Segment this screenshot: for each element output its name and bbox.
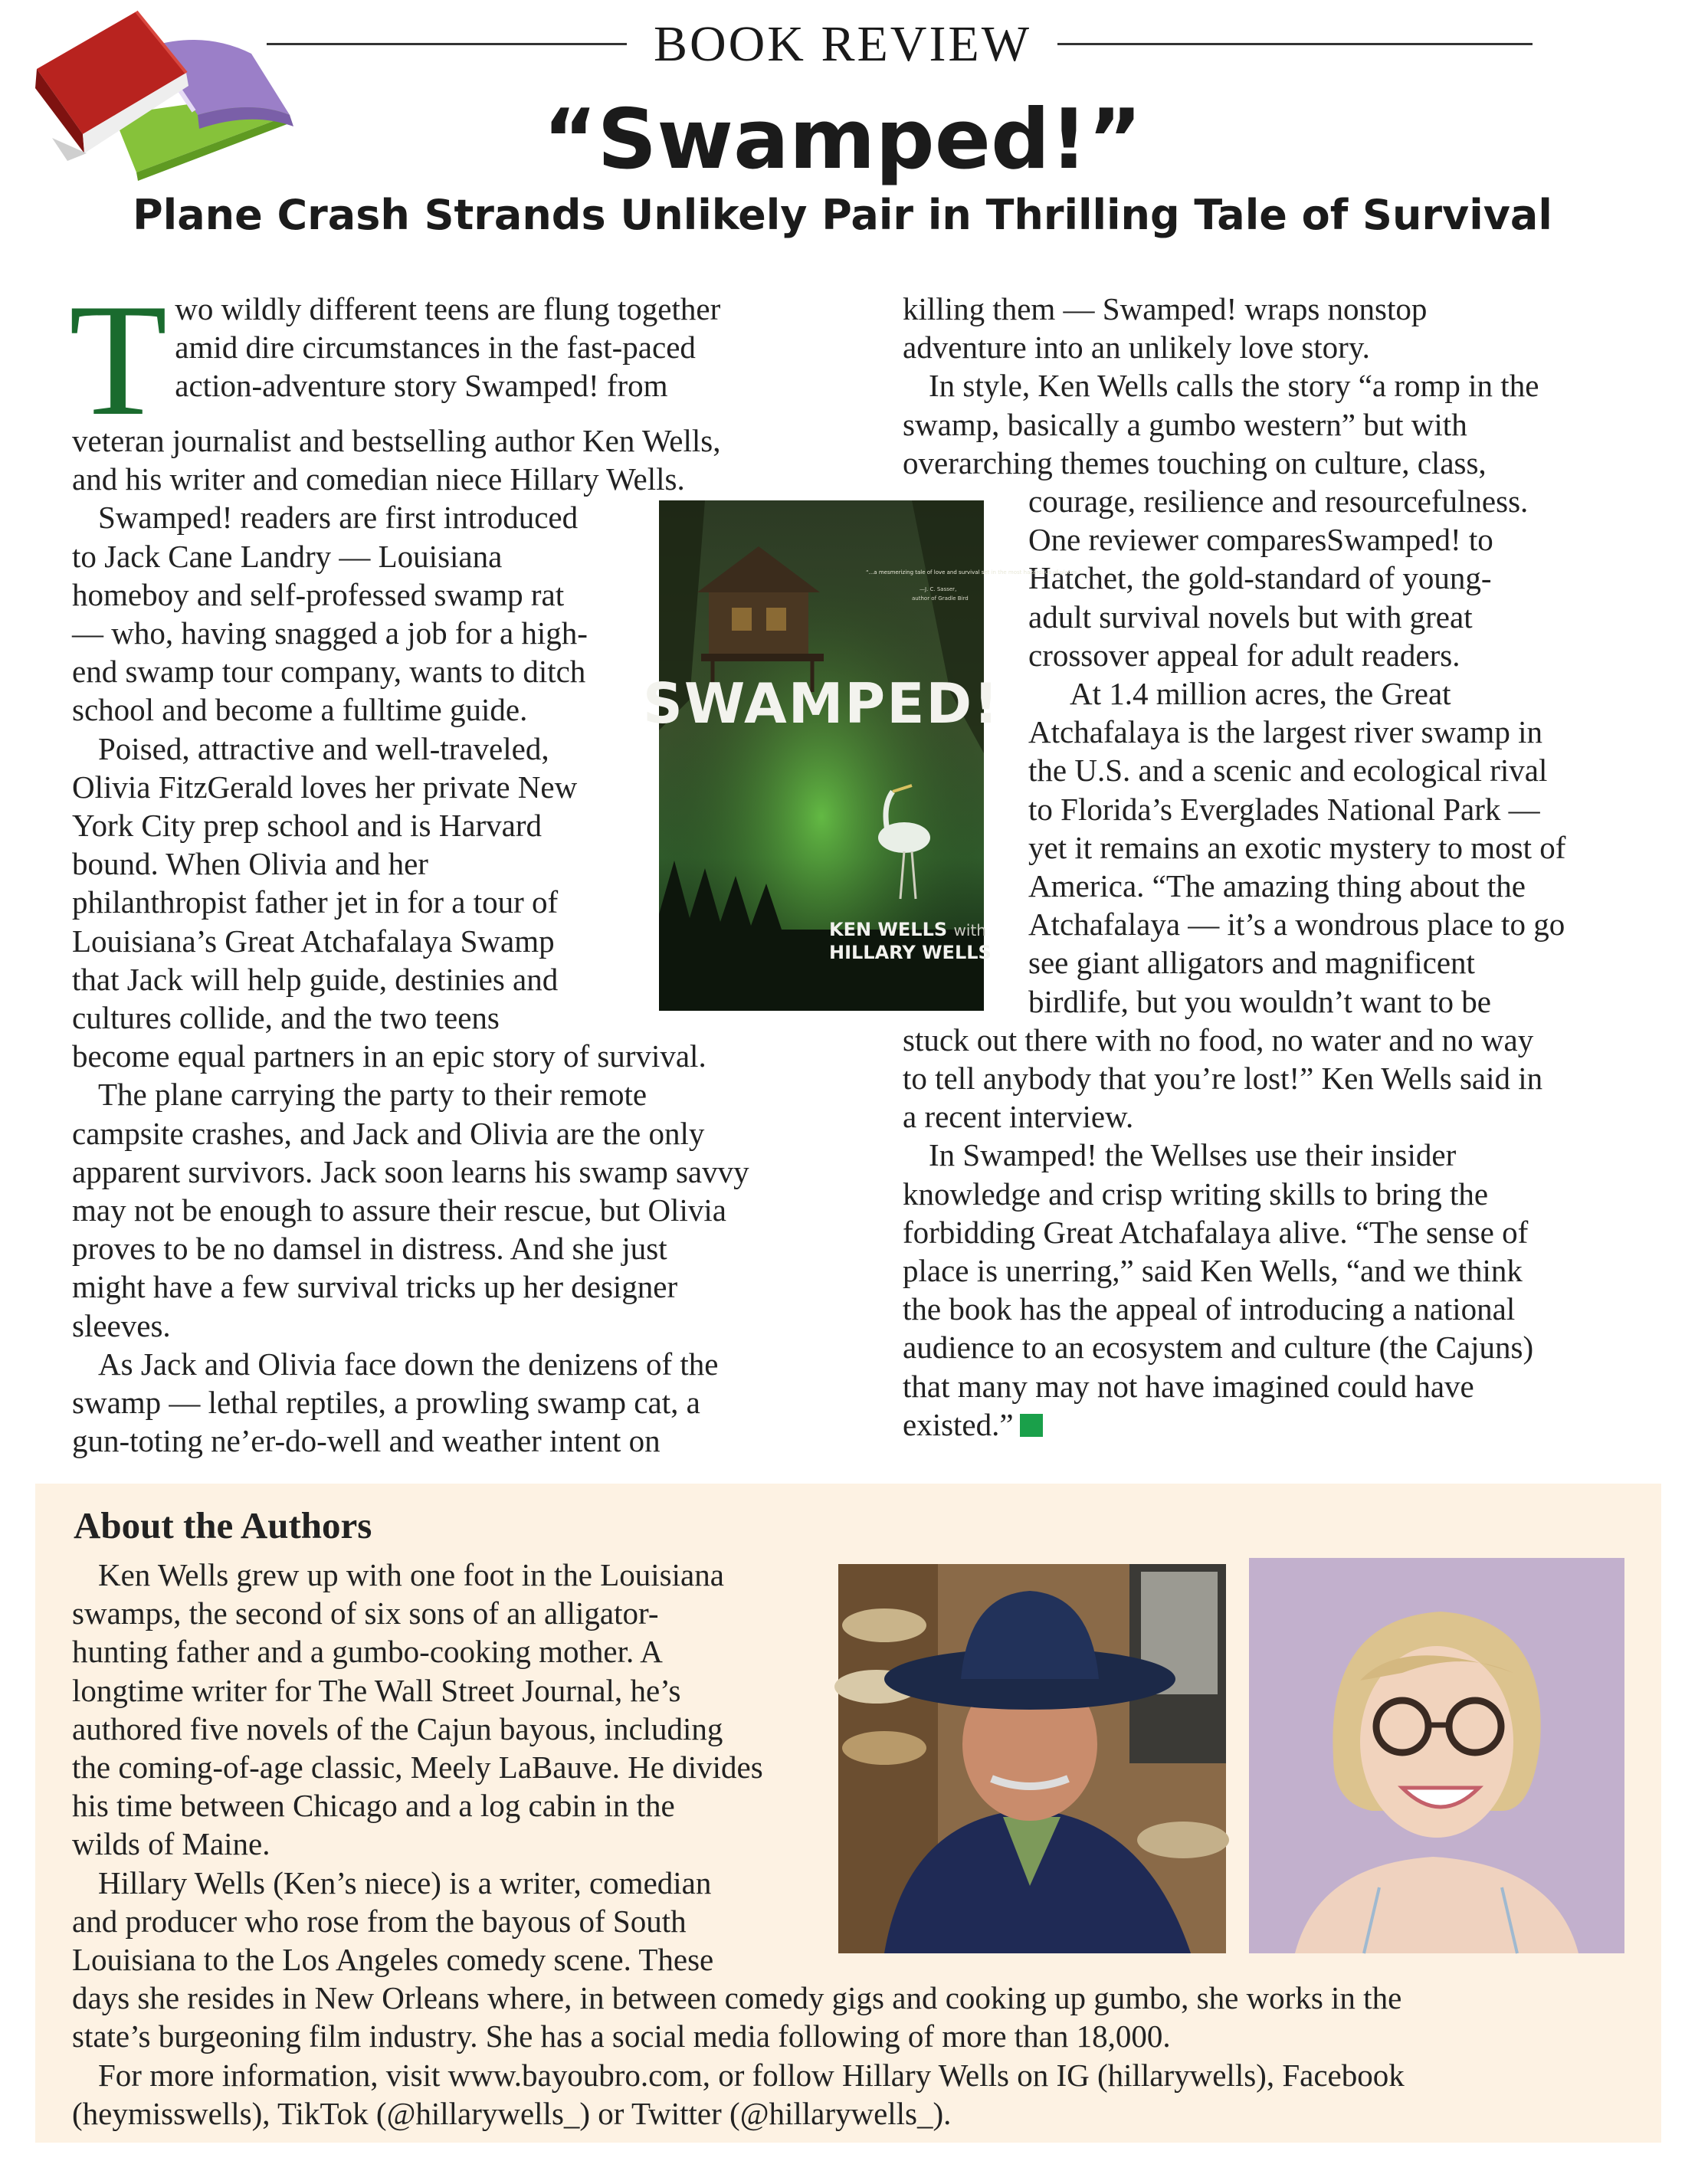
- text-line: wilds of Maine.: [72, 1826, 270, 1862]
- paragraph: [72, 1075, 838, 1344]
- text-line: to Jack Cane Landry — Louisiana: [72, 538, 503, 574]
- text-line: that Jack will help guide, destinies and: [72, 961, 559, 997]
- text-line: Hillary Wells (Ken’s niece) is a writer, comedian: [98, 1864, 712, 1900]
- text-line: Olivia FitzGerald loves her private New: [72, 769, 578, 805]
- text-line: amid dire circumstances in the fast-paced: [175, 330, 696, 366]
- text-line: America. “The amazing thing about the: [1028, 868, 1526, 904]
- paragraph: [69, 271, 838, 498]
- paragraph: [903, 290, 1654, 366]
- text-line: school and become a fulltime guide.: [72, 692, 528, 728]
- text-line: gun-toting ne’er-do-well and weather intent on: [72, 1423, 661, 1459]
- text-line: end swamp tour company, wants to ditch: [72, 654, 586, 690]
- cover-blurb: “...a mesmerizing tale of love and survival set in the most hazardous of places.”: [866, 569, 1082, 576]
- text-line: to tell anybody that you’re lost!” Ken Wells said in: [903, 1061, 1543, 1097]
- text-line: the U.S. and a scenic and ecological rival: [1028, 753, 1548, 789]
- article-subtitle: Plane Crash Strands Unlikely Pair in Thrilling Tale of Survival: [133, 191, 1552, 239]
- text-line: become equal partners in an epic story of survival.: [72, 1038, 706, 1074]
- text-line: swamp, basically a gumbo western” but with: [903, 406, 1467, 442]
- text-line: and producer who rose from the bayous of South: [72, 1903, 687, 1939]
- article-column-2: [903, 290, 1654, 1444]
- text-line: state’s burgeoning film industry. She has a social media following of more than 18,000.: [72, 2018, 1171, 2054]
- text-line: At 1.4 million acres, the Great: [1070, 676, 1451, 712]
- swamp-scene-illustration: [643, 500, 1082, 1011]
- paragraph: [72, 1345, 838, 1461]
- text-line: crossover appeal for adult readers.: [1028, 637, 1460, 673]
- text-line: overarching themes touching on culture, class,: [903, 444, 1487, 480]
- paragraph: [903, 1136, 1654, 1444]
- text-line: yet it remains an exotic mystery to most of: [1028, 829, 1566, 865]
- text-line: sleeves.: [72, 1307, 171, 1343]
- text-line: wo wildly different teens are flung together: [175, 291, 721, 326]
- text-line-end: existed.”: [903, 1406, 1014, 1442]
- text-line: birdlife, but you wouldn’t want to be: [1028, 983, 1491, 1019]
- text-line: homeboy and self-professed swamp rat: [72, 576, 565, 612]
- text-line: philanthropist father jet in for a tour of: [72, 884, 559, 920]
- text-line: swamp — lethal reptiles, a prowling swamp cat, a: [72, 1385, 700, 1421]
- text-line: [903, 1405, 1654, 1444]
- text-line: As Jack and Olivia face down the denizens of the: [98, 1346, 719, 1382]
- end-mark-icon: [1020, 1414, 1043, 1437]
- text-line: Atchafalaya — it’s a wondrous place to go: [1028, 907, 1565, 943]
- text-line: forbidding Great Atchafalaya alive. “The sense of: [903, 1214, 1529, 1250]
- text-line: the coming-of-age classic, Meely LaBauve. He divides: [72, 1749, 763, 1786]
- cover-author-name: KEN WELLS: [829, 919, 948, 940]
- text-line: might have a few survival tricks up her designer: [72, 1269, 678, 1305]
- text-line: apparent survivors. Jack soon learns his swamp savvy: [72, 1153, 749, 1189]
- text-line: may not be enough to assure their rescue, but Olivia: [72, 1192, 726, 1228]
- text-line: Swamped! readers are first introduced: [98, 500, 579, 536]
- hillary-wells-photo: [1249, 1558, 1624, 1953]
- text-line: swamps, the second of six sons of an alligator-: [72, 1595, 659, 1631]
- cover-author-1: [829, 919, 986, 940]
- text-line: place is unerring,” said Ken Wells, “and we think: [903, 1253, 1523, 1289]
- text-line: York City prep school and is Harvard: [72, 808, 543, 844]
- text-line: veteran journalist and bestselling author Ken Wells,: [72, 423, 721, 458]
- about-authors-heading: About the Authors: [74, 1504, 372, 1546]
- cover-title: SWAMPED!: [643, 671, 1000, 736]
- text-line: adventure into an unlikely love story.: [903, 330, 1370, 366]
- cover-blurb-attribution-2: author of Gradle Bird: [912, 595, 969, 602]
- text-line: Hatchet, the gold-standard of young-: [1028, 560, 1492, 596]
- text-line: see giant alligators and magnificent: [1028, 945, 1475, 981]
- cover-blurb-attribution: —J. C. Sasser,: [920, 586, 957, 592]
- text-line: One reviewer comparesSwamped! to: [1028, 522, 1493, 558]
- text-line: knowledge and crisp writing skills to bring the: [903, 1176, 1489, 1212]
- text-line: For more information, visit www.bayoubro.com, or follow Hillary Wells on IG (hillarywells), Facebook: [98, 2057, 1405, 2093]
- cover-author-with: with: [953, 921, 986, 940]
- text-line: that many may not have imagined could have: [903, 1368, 1474, 1404]
- text-line: longtime writer for The Wall Street Journal, he’s: [72, 1672, 681, 1708]
- section-label: BOOK REVIEW: [653, 16, 1032, 72]
- text-line: and his writer and comedian niece Hillary Wells.: [72, 461, 685, 497]
- text-line: proves to be no damsel in distress. And she just: [72, 1231, 667, 1267]
- text-line: killing them — Swamped! wraps nonstop: [903, 291, 1428, 326]
- text-line: Atchafalaya is the largest river swamp in: [1028, 714, 1542, 750]
- text-line: Louisiana to the Los Angeles comedy scene. These: [72, 1942, 714, 1978]
- text-line: days she resides in New Orleans where, in between comedy gigs and cooking up gumbo, she works in the: [72, 1980, 1402, 2016]
- text-line: cultures collide, and the two teens: [72, 1000, 500, 1036]
- text-line: In Swamped! the Wellses use their insider: [929, 1137, 1457, 1173]
- cover-author-2: HILLARY WELLS: [829, 942, 992, 963]
- text-line: his time between Chicago and a log cabin in the: [72, 1788, 675, 1824]
- text-line: Poised, attractive and well-traveled,: [98, 730, 549, 766]
- text-line: authored five novels of the Cajun bayous, including: [72, 1710, 723, 1746]
- text-line: campsite crashes, and Jack and Olivia are the only: [72, 1115, 705, 1151]
- text-line: courage, resilience and resourcefulness.: [1028, 484, 1529, 520]
- text-line: hunting father and a gumbo-cooking mother. A: [72, 1634, 663, 1670]
- book-cover-image: [643, 500, 1082, 1011]
- text-line: Ken Wells grew up with one foot in the Louisiana: [98, 1557, 724, 1592]
- paragraph: [903, 366, 1654, 674]
- article-title: “Swamped!”: [543, 92, 1142, 188]
- text-line: (heymisswells), TikTok (@hillarywells_) or Twitter (@hillarywells_).: [72, 2095, 952, 2131]
- text-line: — who, having snagged a job for a high-: [72, 615, 588, 651]
- paragraph: [72, 2056, 1635, 2133]
- text-line: audience to an ecosystem and culture (the Cajuns): [903, 1330, 1534, 1366]
- text-line: bound. When Olivia and her: [72, 846, 428, 882]
- text-line: to Florida’s Everglades National Park —: [1028, 791, 1540, 827]
- text-line: stuck out there with no food, no water and no way: [903, 1021, 1534, 1058]
- text-line: adult survival novels but with great: [1028, 598, 1473, 635]
- text-line: a recent interview.: [903, 1099, 1134, 1135]
- text-line: action-adventure story Swamped! from: [175, 368, 668, 404]
- ken-wells-photo: [838, 1564, 1226, 1953]
- text-line: Louisiana’s Great Atchafalaya Swamp: [72, 923, 555, 959]
- text-line: The plane carrying the party to their remote: [98, 1077, 647, 1113]
- text-line: In style, Ken Wells calls the story “a romp in the: [929, 368, 1539, 404]
- text-line: the book has the appeal of introducing a national: [903, 1291, 1516, 1327]
- paragraph: [903, 674, 1654, 1136]
- drop-cap: T: [69, 271, 168, 449]
